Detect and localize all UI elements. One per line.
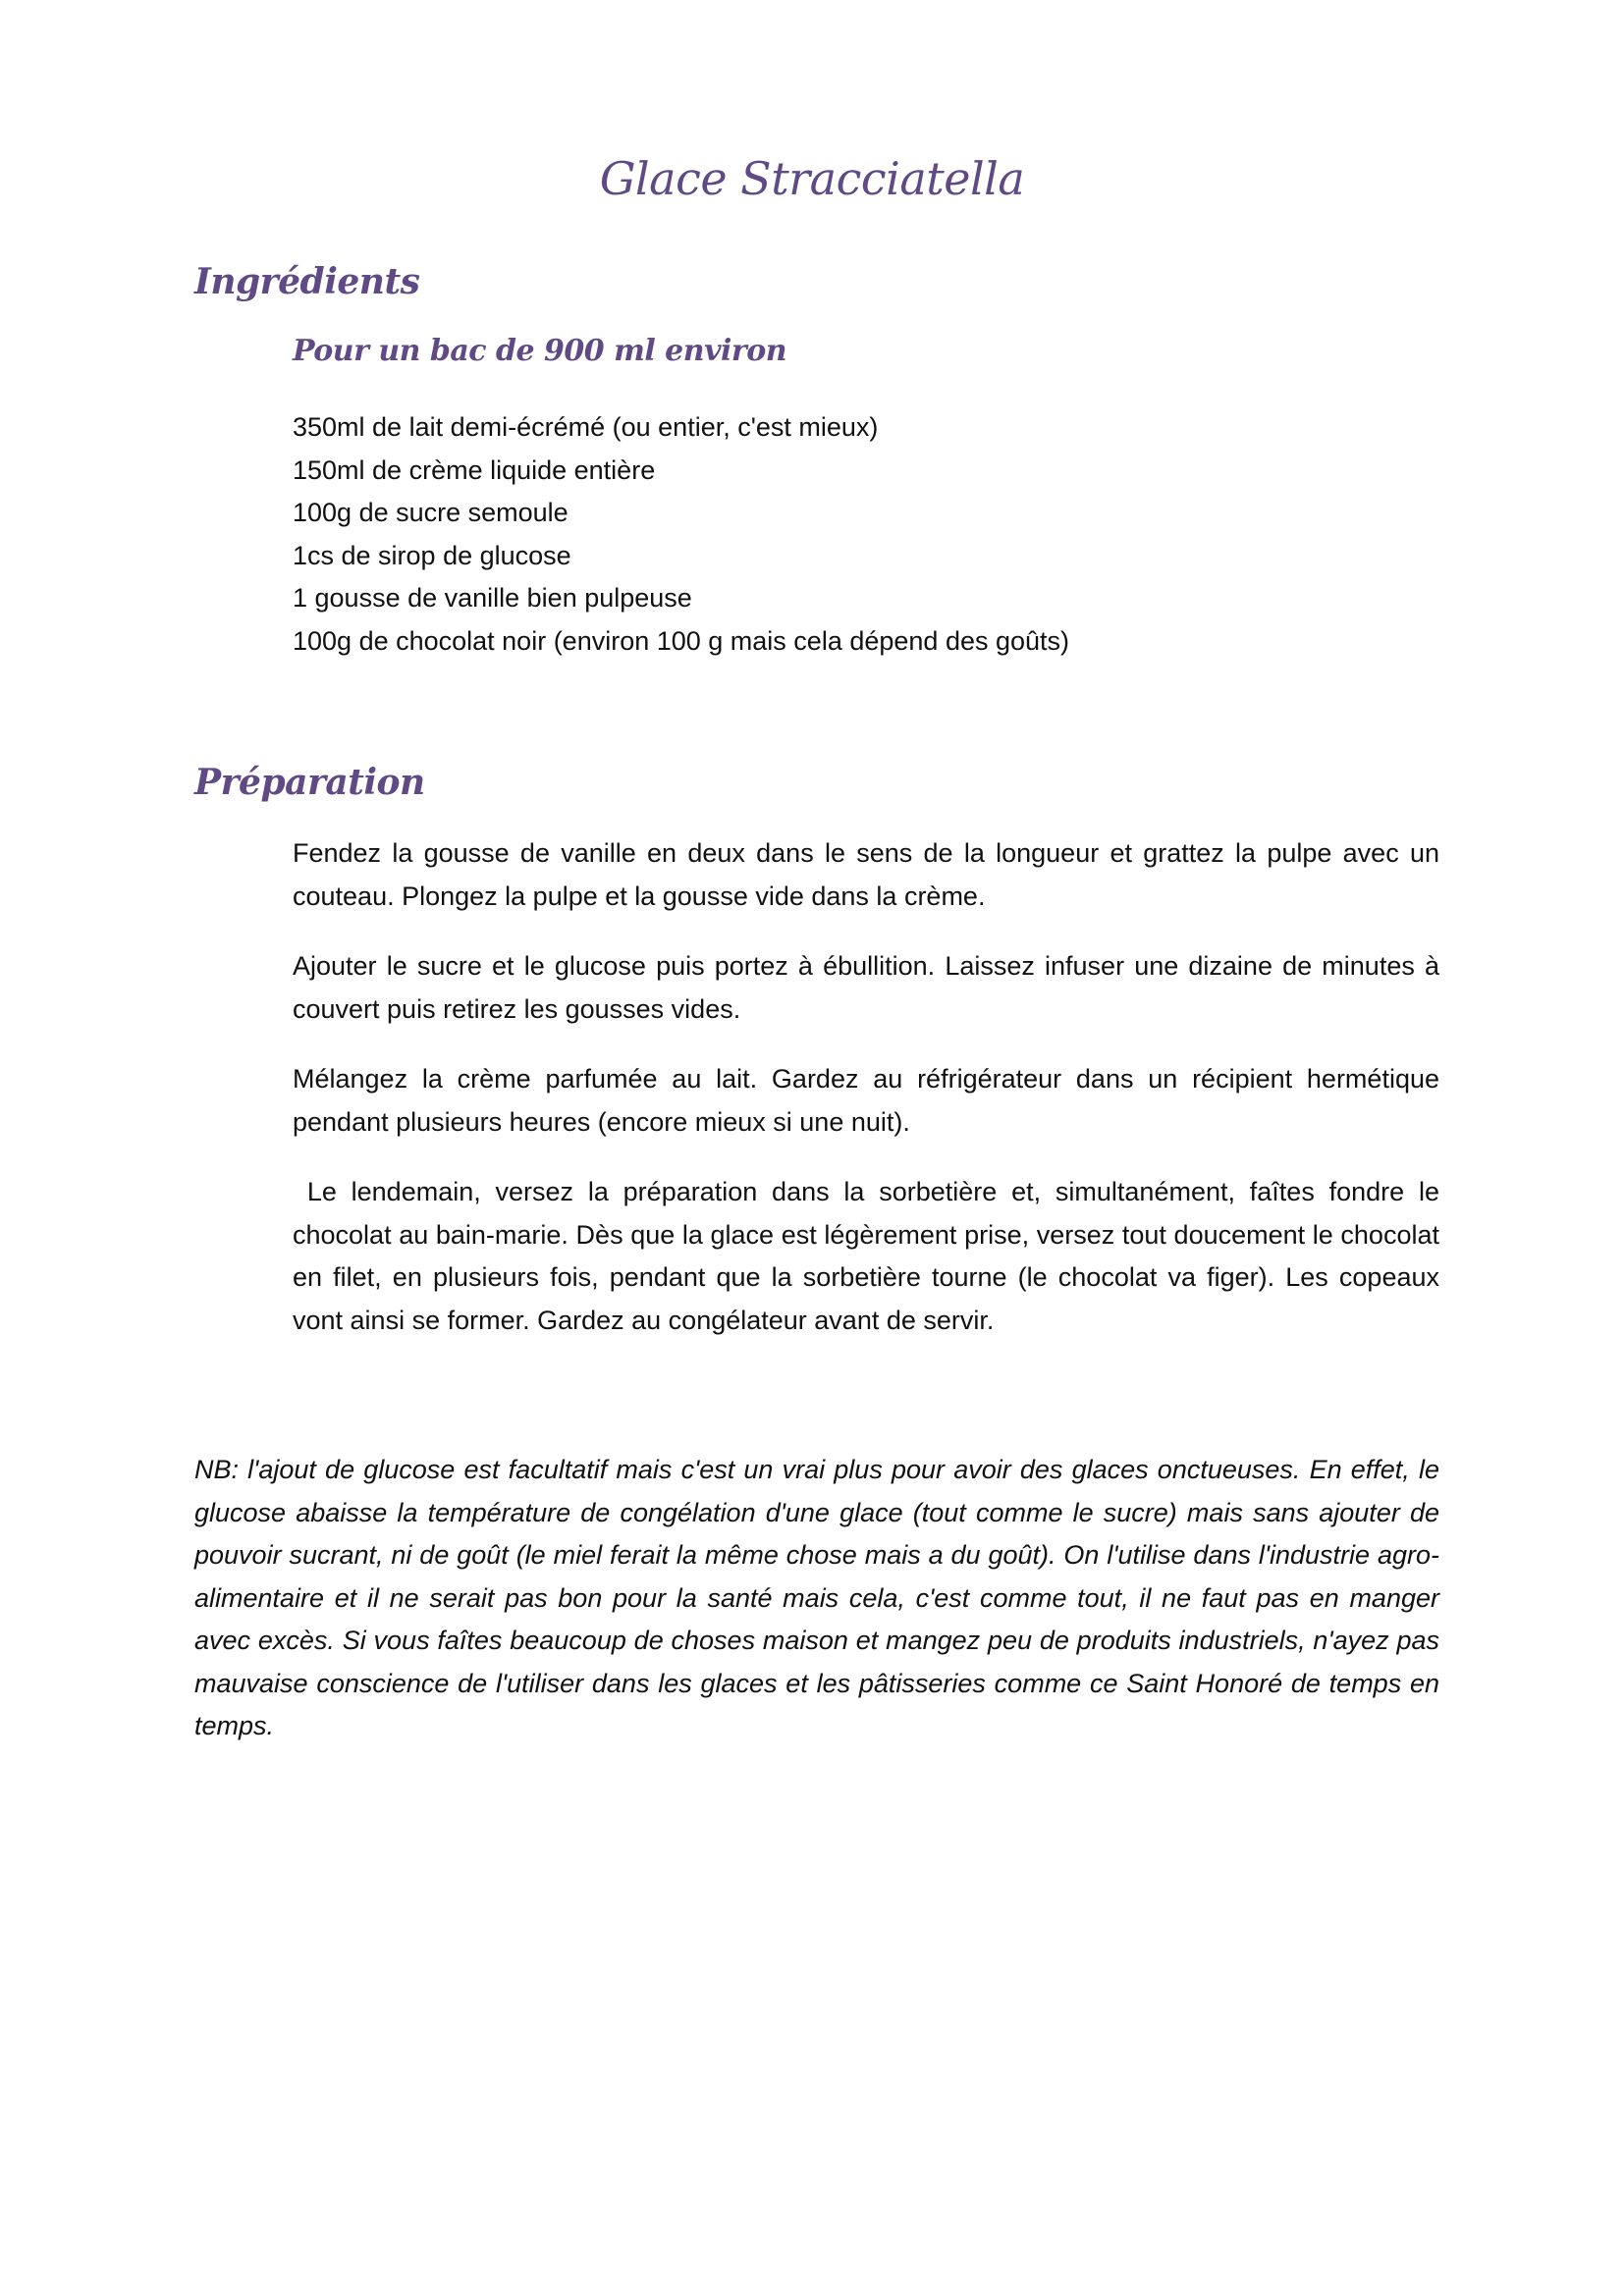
ingredient-item: 100g de sucre semoule (293, 498, 568, 527)
preparation-step: Mélangez la crème parfumée au lait. Gardez au réfrigérateur dans un récipient hermétique pendant plusieurs heures (encore mieux si une nuit). (293, 1064, 1439, 1137)
ingredient-item: 1 gousse de vanille bien pulpeuse (293, 583, 692, 613)
preparation-step: Le lendemain, versez la préparation dans la sorbetière et, simultanément, faîtes fondre le chocolat au bain-marie. Dès que la glace est légèrement prise, versez tout doucement le chocolat en filet, en plusieurs fois, pendant que la sorbetière tourne (le chocolat va figer). Les copeaux vont ainsi se former. Gardez au congélateur avant de servir. (293, 1177, 1447, 1335)
recipe-title: Glace Stracciatella (599, 152, 1025, 205)
recipe-note: NB: l'ajout de glucose est facultatif mais c'est un vrai plus pour avoir des glaces onctueuses. En effet, le glucose abaisse la température de congélation d'une glace (tout comme le sucre) mais sans ajouter de pouvoir sucrant, ni de goût (le miel ferait la même chose mais a du goût). On l'utilise dans l'industrie agro-alimentaire et il ne serait pas bon pour la santé mais cela, c'est comme tout, il ne faut pas en manger avec excès. Si vous faîtes beaucoup de choses maison et mangez peu de produits industriels, n'ayez pas mauvaise conscience de l'utiliser dans les glaces et les pâtisseries comme ce Saint Honoré de temps en temps. (194, 1455, 1439, 1740)
ingredient-item: 150ml de crème liquide entière (293, 454, 656, 485)
ingredients-subheading: Pour un bac de 900 ml environ (293, 334, 787, 368)
ingredient-item: 350ml de lait demi-écrémé (ou entier, c'est mieux) (293, 412, 879, 442)
ingredients-heading: Ingrédients (194, 261, 420, 302)
ingredient-item: 100g de chocolat noir (environ 100 g mais cela dépend des goûts) (293, 625, 1070, 656)
preparation-steps (293, 832, 1447, 1369)
ingredients-list (293, 406, 1069, 663)
preparation-step: Fendez la gousse de vanille en deux dans le sens de la longueur et grattez la pulpe avec un couteau. Plongez la pulpe et la gousse vide dans la crème. (293, 838, 1439, 911)
ingredient-item: 1cs de sirop de glucose (293, 540, 571, 570)
preparation-heading: Préparation (194, 762, 425, 803)
preparation-step: Ajouter le sucre et le glucose puis portez à ébullition. Laissez infuser une dizaine de minutes à couvert puis retirez les gousses vides. (293, 951, 1439, 1024)
